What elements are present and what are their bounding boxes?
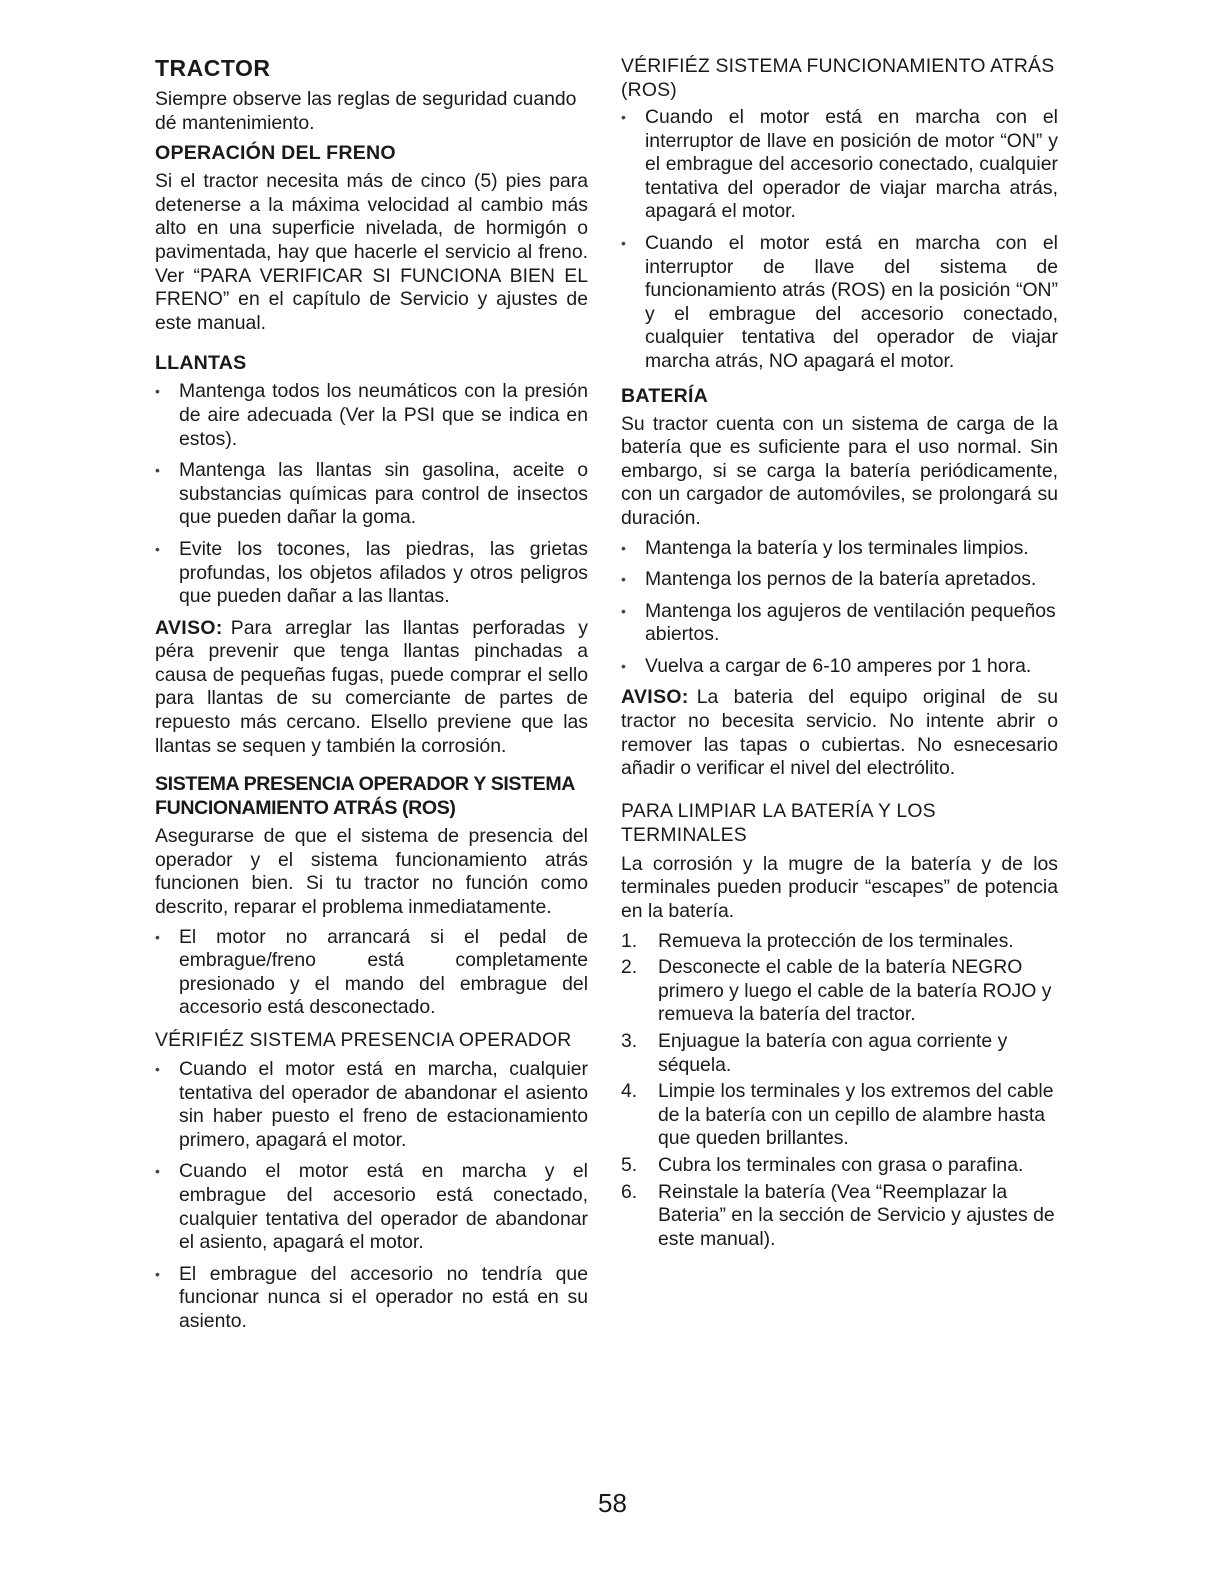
heading-tires: LLANTAS [155,352,247,375]
step-number: 4. [621,1080,638,1103]
tires-notice [155,617,588,759]
notice-text: La bateria del equipo original de su tractor no becesita servicio. No intente abrir o remover las tapas o cubiertas. No esnecesario añadir o verificar el nivel del electrólito. [621,686,1058,780]
list-item [621,1080,1058,1151]
list-item: • Mantenga la batería y los terminales limpios. [621,537,1058,561]
tires-list [155,380,588,608]
step-text: Reinstale la batería (Vea “Reemplazar la Bateria” en la sección de Servicio y ajustes de este manual). [658,1180,1055,1250]
verify-presence-list [155,1058,588,1334]
list-item: • Mantenga las llantas sin gasolina, aceite o substancias químicas para control de insectos que pueden dañar la goma. [155,459,588,530]
list-item: • El embrague del accesorio no tendría que funcionar nunca si el operador no está en su asiento. [155,1263,588,1334]
list-item [621,1181,1058,1252]
heading-brake-operation: OPERACIÓN DEL FRENO [155,142,396,165]
list-item: • Mantenga los agujeros de ventilación pequeños abiertos. [621,600,1058,647]
list-item: • Mantenga los pernos de la batería apretados. [621,568,1058,592]
ros-list [621,106,1058,374]
heading-battery: BATERÍA [621,384,709,407]
list-item [621,930,1058,954]
step-text: Cubra los terminales con grasa o parafina. [658,1153,1024,1176]
step-text: Limpie los terminales y los extremos del cable de la batería con un cepillo de alambre hasta que queden brillantes. [658,1080,1054,1150]
list-item: • Cuando el motor está en marcha con el interruptor de llave del sistema de funcionamiento atrás (ROS) en la posición “ON” y el embrague del accesorio conectado, cualquier tentativa del operador de viajar marcha atrás, NO apagará el motor. [621,232,1058,374]
section-title-tractor: TRACTOR [155,55,271,81]
list-item: • El motor no arrancará si el pedal de embrague/freno está completamente presionado y el mando del embrague del accesorio está desconectado. [155,926,588,1020]
list-item: • Mantenga todos los neumáticos con la presión de aire adecuada (Ver la PSI que se indica en estos). [155,380,588,451]
step-text: Remueva la protección de los terminales. [658,929,1014,952]
step-number: 6. [621,1180,638,1203]
step-text: Enjuague la batería con agua corriente y séquela. [658,1030,1008,1076]
presence-list [155,926,588,1020]
list-item [621,1030,1058,1077]
list-item [621,1154,1058,1178]
notice-label: AVISO: [621,686,689,709]
tractor-intro: Siempre observe las reglas de seguridad cuando dé mantenimiento. [155,88,577,134]
presence-text: Asegurarse de que el sistema de presencia del operador y el sistema funcionamiento atrás funcionen bien. Si tu tractor no función como descrito, reparar el problema inmediatamente. [155,825,588,919]
list-item [621,956,1058,1027]
heading-clean-battery: PARA LIMPIAR LA BATERÍA Y LOS TERMINALES [621,799,936,846]
heading-verify-ros: VÉRIFIÉZ SISTEMA FUNCIONAMIENTO ATRÁS (ROS) [621,55,1055,101]
list-item: • Cuando el motor está en marcha, cualquier tentativa del operador de abandonar el asiento sin haber puesto el freno de estacionamiento primero, apagará el motor. [155,1058,588,1152]
heading-operator-presence: SISTEMA PRESENCIA OPERADOR Y SISTEMA FUNCIONAMIENTO ATRÁS (ROS) [155,773,575,820]
list-item: • Cuando el motor está en marcha con el interruptor de llave en posición de motor “ON” y el embrague del accesorio conectado, cualquier tentativa del operador de viajar marcha atrás, apagará el motor. [621,106,1058,224]
battery-notice [621,686,1058,780]
step-number: 3. [621,1030,638,1052]
notice-label: AVISO: [155,616,223,639]
step-number: 2. [621,956,638,979]
list-item: • Evite los tocones, las piedras, las grietas profundas, los objetos afilados y otros peligros que pueden dañar a las llantas. [155,538,588,609]
brake-text: Si el tractor necesita más de cinco (5) pies para detenerse a la máxima velocidad al cambio más alto en una superficie nivelada, de hormigón o pavimentada, hay que hacerle el servicio al freno. Ver “PARA VERIFICAR SI FUNCIONA BIEN EL FRENO” en el capítulo de Servicio y ajustes de este manual. [155,170,588,334]
page-number: 58 [598,1488,627,1518]
list-item: • Cuando el motor está en marcha y el embrague del accesorio está conectado, cualquier tentativa del operador de abandonar el asiento, apagará el motor. [155,1160,588,1254]
left-column [155,54,588,1342]
step-number: 1. [621,929,638,952]
right-column [621,54,1058,1254]
cleaning-steps [621,930,1058,1252]
heading-verify-presence: VÉRIFIÉZ SISTEMA PRESENCIA OPERADOR [155,1029,572,1051]
battery-text: Su tractor cuenta con un sistema de carga de la batería que es suficiente para el uso normal. Sin embargo, si se carga la batería periódicamente, con un cargador de automóviles, se prolongará su duración. [621,412,1058,529]
step-text: Desconecte el cable de la batería NEGRO primero y luego el cable de la batería ROJO y remueva la batería del tractor. [658,956,1052,1026]
notice-text: Para arreglar las llantas perforadas y péra prevenir que tenga llantas pinchadas a causa de pequeñas fugas, puede comprar el sello para llantas de su comerciante de partes de repuesto más cercano. Elsello previene que las llantas se sequen y también la corrosión. [155,616,588,757]
battery-list [621,537,1058,679]
step-number: 5. [621,1153,638,1176]
list-item: • Vuelva a cargar de 6-10 amperes por 1 hora. [621,655,1058,679]
cleaning-text: La corrosión y la mugre de la batería y de los terminales pueden producir “escapes” de potencia en la batería. [621,852,1058,923]
